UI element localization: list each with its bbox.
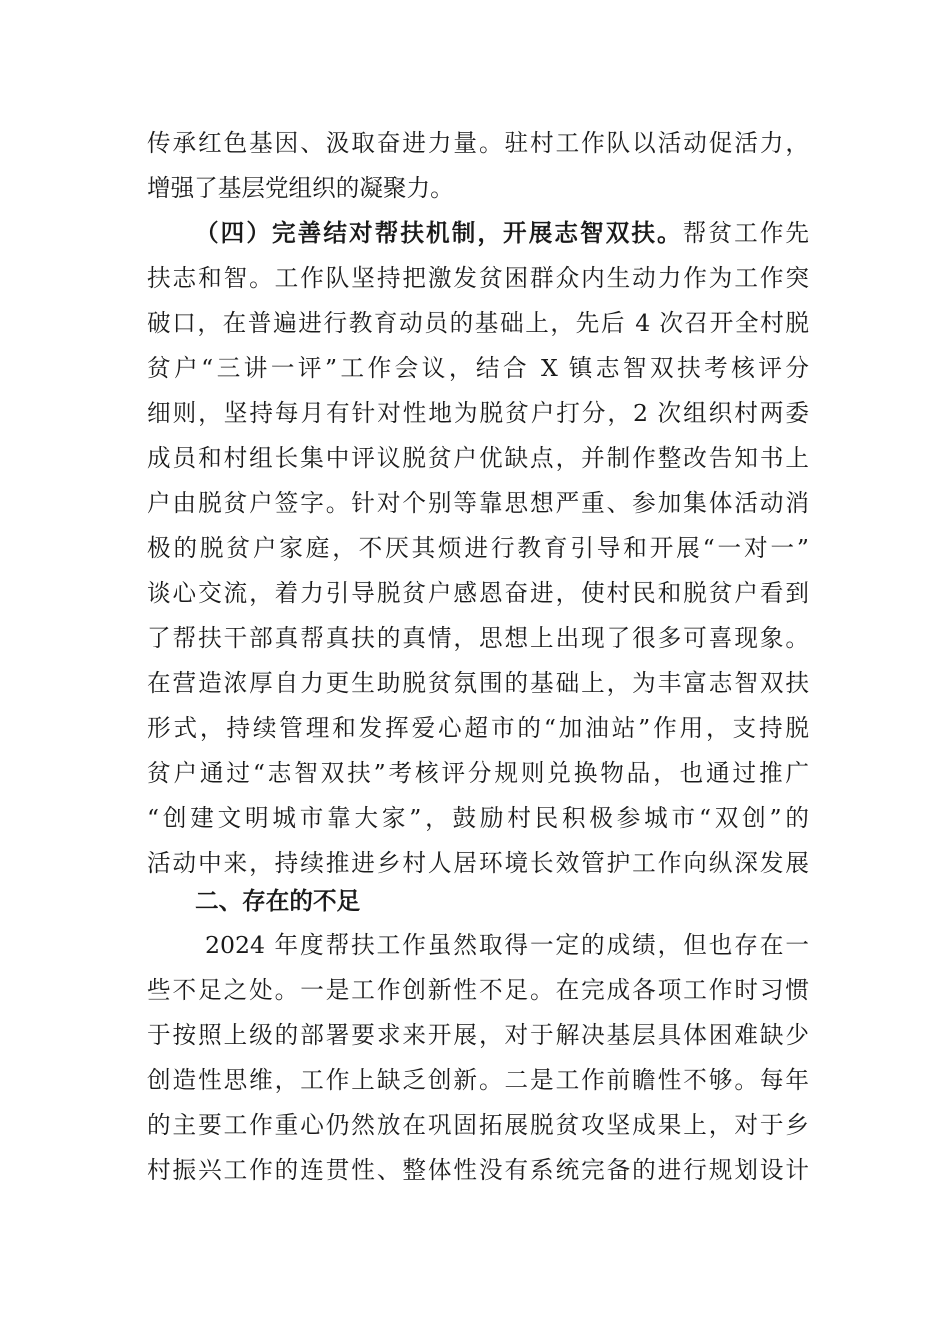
text-line: 了帮扶干部真帮真扶的真情，思想上出现了很多可喜现象。 xyxy=(147,624,809,652)
text-line: 扶志和智。工作队坚持把激发贫困群众内生动力作为工作突 xyxy=(147,264,809,292)
text-line: 创造性思维，工作上缺乏创新。二是工作前瞻性不够。每年 xyxy=(147,1066,809,1094)
text-line: 2024 年度帮扶工作虽然取得一定的成绩，但也存在一 xyxy=(205,931,809,959)
section-four-heading: （四）完善结对帮扶机制，开展志智双扶。 xyxy=(195,219,683,247)
text-line: 谈心交流，着力引导脱贫户感恩奋进，使村民和脱贫户看到 xyxy=(147,579,809,607)
text-line: 些不足之处。一是工作创新性不足。在完成各项工作时习惯 xyxy=(147,976,809,1004)
text-line: 贫户通过“志智双扶”考核评分规则兑换物品，也通过推广 xyxy=(147,759,809,787)
text-line: 成员和村组长集中评议脱贫户优缺点，并制作整改告知书上 xyxy=(147,444,809,472)
text-line: “创建文明城市靠大家”，鼓励村民积极参城市“双创”的 xyxy=(147,804,809,832)
text-line: 活动中来，持续推进乡村人居环境长效管护工作向纵深发展 xyxy=(147,849,809,877)
text-line: 户由脱贫户签字。针对个别等靠思想严重、参加集体活动消 xyxy=(147,489,809,517)
text-line: 的主要工作重心仍然放在巩固拓展脱贫攻坚成果上，对于乡 xyxy=(147,1111,809,1139)
text-line: 于按照上级的部署要求来开展，对于解决基层具体困难缺少 xyxy=(147,1021,809,1049)
text-line: 细则，坚持每月有针对性地为脱贫户打分，2 次组织村两委 xyxy=(147,399,809,427)
text-line: 村振兴工作的连贯性、整体性没有系统完备的进行规划设计 xyxy=(147,1156,809,1184)
text-line: 破口，在普遍进行教育动员的基础上，先后 4 次召开全村脱 xyxy=(147,309,809,337)
section-four-first-line-text: 帮贫工作先 xyxy=(682,219,810,247)
text-line: 形式，持续管理和发挥爱心超市的“加油站”作用，支持脱 xyxy=(147,714,809,742)
section-two-heading: 二、存在的不足 xyxy=(195,887,361,915)
text-line: 增强了基层党组织的凝聚力。 xyxy=(147,174,454,202)
section-four-first-line xyxy=(195,213,809,253)
text-line: 贫户“三讲一评”工作会议，结合 X 镇志智双扶考核评分 xyxy=(147,354,809,382)
text-line: 传承红色基因、汲取奋进力量。驻村工作队以活动促活力， xyxy=(147,129,809,157)
text-line: 极的脱贫户家庭，不厌其烦进行教育引导和开展“一对一” xyxy=(147,534,809,562)
text-line: 在营造浓厚自力更生助脱贫氛围的基础上，为丰富志智双扶 xyxy=(147,669,809,697)
